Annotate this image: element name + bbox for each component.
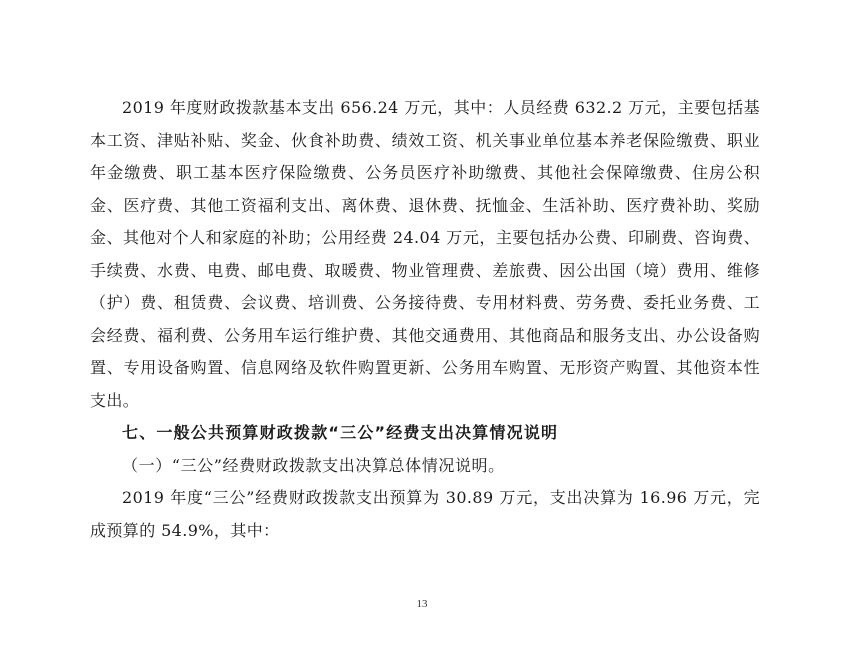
paragraph-basic-expenditure: 2019 年度财政拨款基本支出 656.24 万元，其中：人员经费 632.2 万元，主要包括基本工资、津贴补贴、奖金、伙食补助费、绩效工资、机关事业单位基本养老保险缴费、职业年金缴费、职工基本医疗保险缴费、公务员医疗补助缴费、其他社会保障缴费、住房公积金、医疗费、其他工资福利支出、离休费、退休费、抚恤金、生活补助、医疗费补助、奖励金、其他对个人和家庭的补助；公用经费 24.04 万元，主要包括办公费、印刷费、咨询费、手续费、水费、电费、邮电费、取暖费、物业管理费、差旅费、因公出国（境）费用、维修（护）费、租赁费、会议费、培训费、公务接待费、专用材料费、劳务费、委托业务费、工会经费、福利费、公务用车运行维护费、其他交通费用、其他商品和服务支出、办公设备购置、专用设备购置、信息网络及软件购置更新、公务用车购置、无形资产购置、其他资本性支出。 <box>90 98 760 410</box>
section-heading-three-public: 七、一般公共预算财政拨款“三公”经费支出决算情况说明 <box>122 423 559 442</box>
subsection-heading-overall: （一）“三公”经费财政拨款支出决算总体情况说明。 <box>122 455 505 475</box>
paragraph-three-public-budget: 2019 年度“三公”经费财政拨款支出预算为 30.89 万元，支出决算为 16.96 万元，完成预算的 54.9%，其中： <box>90 488 760 540</box>
document-body <box>90 92 760 547</box>
page-number: 13 <box>416 598 428 610</box>
